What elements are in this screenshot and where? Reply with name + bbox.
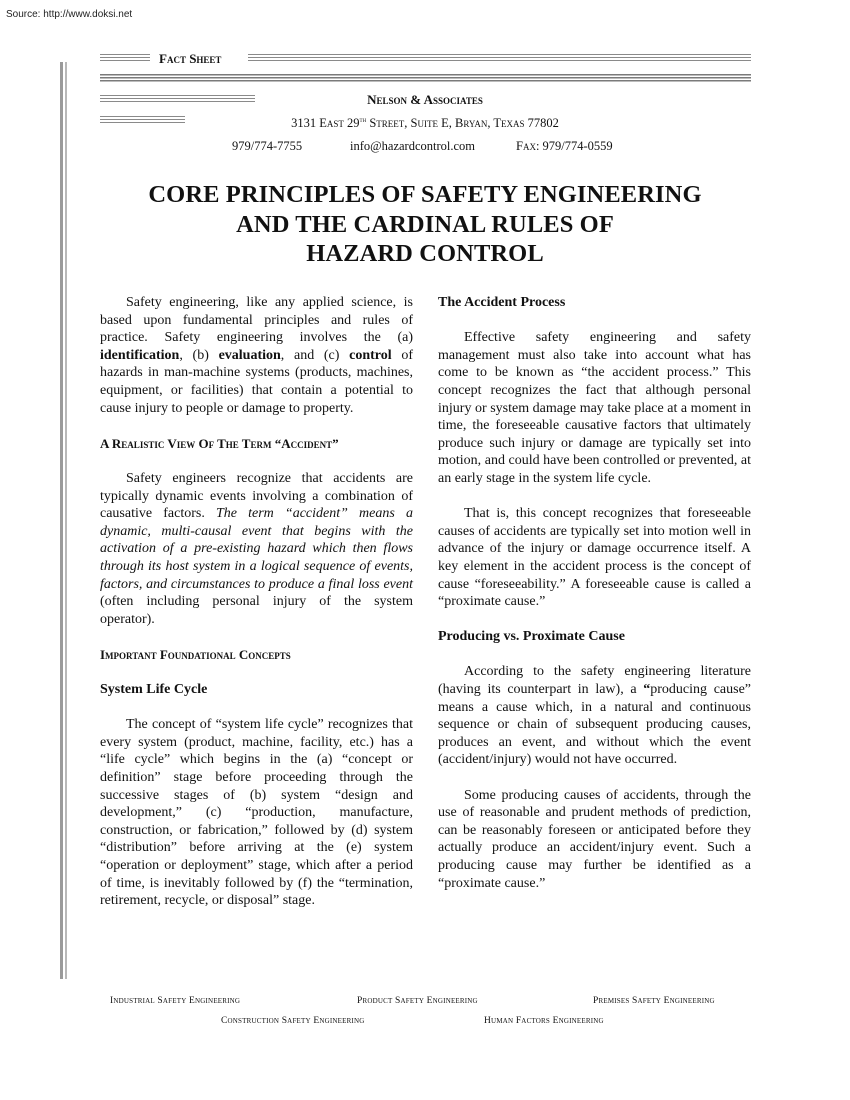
company-name: Nelson & Associates [367,92,483,107]
source-url: Source: http://www.doksi.net [6,9,133,20]
header-rule-full [100,74,751,83]
accident-process-paragraph-2: That is, this concept recognizes that foreseeable causes of accidents are typically set into motion well in advance of the injury or damage occurrence itself. A key element in the accident process is the concept of cause “foreseeability.” A foreseeable cause is called a “proximate cause.” [438,506,751,610]
footer-premises: Premises Safety Engineering [593,996,715,1006]
footer-construction: Construction Safety Engineering [221,1016,365,1026]
heading-system-life-cycle: System Life Cycle [100,682,208,698]
fact-sheet-label: Fact Sheet [159,51,222,66]
right-column [438,294,751,892]
phone-number: 979/774-7755 [232,139,303,153]
company-address: 3131 East 29th Street, Suite E, Bryan, Texas 77802 [291,116,559,130]
footer-industrial: Industrial Safety Engineering [110,996,241,1006]
header-rule-short [100,54,150,63]
footer-human-factors: Human Factors Engineering [484,1016,604,1026]
header-rule-long [248,54,751,63]
heading-accident-process: The Accident Process [438,295,566,310]
email-address[interactable]: info@hazardcontrol.com [350,139,476,153]
life-cycle-paragraph: The concept of “system life cycle” recognizes that every system (product, machine, facility, etc.) has a “life cycle” which begins in the (a) “concept or definition” stage before proceeding through the successive stages of (b) system “design and development,” (c) “production, manufacture, construction, or fabrication,” followed by (d) system “distribution” before arriving at the (e) system “operation or deployment” stage, which after a period of time, is inevitably followed by (f) the “termination, retirement, recycle, or disposal” stage. [100,717,413,909]
heading-foundational-concepts: Important Foundational Concepts [100,646,291,662]
heading-producing-vs-proximate: Producing vs. Proximate Cause [438,629,625,645]
accident-process-paragraph-1: Effective safety engineering and safety management must also take into account what has come to be known as “the accident process.” This concept recognizes the fact that although personal injury or system damage may take place at a moment in time, the foreseeable causative factors that ultimately produce such injury or damage are typically set into motion, and could have been controlled or prevented, at an early stage in the system life cycle. [438,330,751,486]
heading-accident-view: A Realistic View Of The Term “Accident” [100,435,339,451]
intro-paragraph: Safety engineering, like any applied science, is based upon fundamental principles and rules of practice. Safety engineering involves the (a) identification, (b) evaluation, and (c) control of hazards in man-machine systems (products, machines, equipment, or facilities) that contain a potential to cause injury to people or damage to property. [100,295,413,416]
left-column [100,294,413,910]
producing-cause-paragraph-1: According to the safety engineering literature (having its counterpart in law), a “producing cause” means a cause which, in a natural and continuous sequence or chain of subsequent producing causes, produces an event, and without which the event (accident/injury) would not have occurred. [438,664,751,768]
left-border-rule [60,62,63,979]
producing-cause-paragraph-2: Some producing causes of accidents, through the use of reasonable and prudent methods of prediction, can be reasonably foreseen or anticipated before they actually produce an accident/injury event. Such a producing cause may further be identified as a “proximate cause.” [438,787,751,891]
left-border-rule-inner [65,62,67,979]
document-title: CORE PRINCIPLES OF SAFETY ENGINEERING AND THE CARDINAL RULES OF HAZARD CONTROL [148,181,702,267]
footer-product: Product Safety Engineering [357,996,478,1006]
fax-number: Fax: 979/774-0559 [516,139,613,153]
accident-paragraph: Safety engineers recognize that accidents are typically dynamic events involving a combination of causative factors. The term “accident” means a dynamic, multi-causal event that begins with the activation of a pre-existing hazard which then flows through its host system in a logical sequence of events, factors, and circumstances to produce a final loss event (often including personal injury of the system operator). [100,470,413,627]
